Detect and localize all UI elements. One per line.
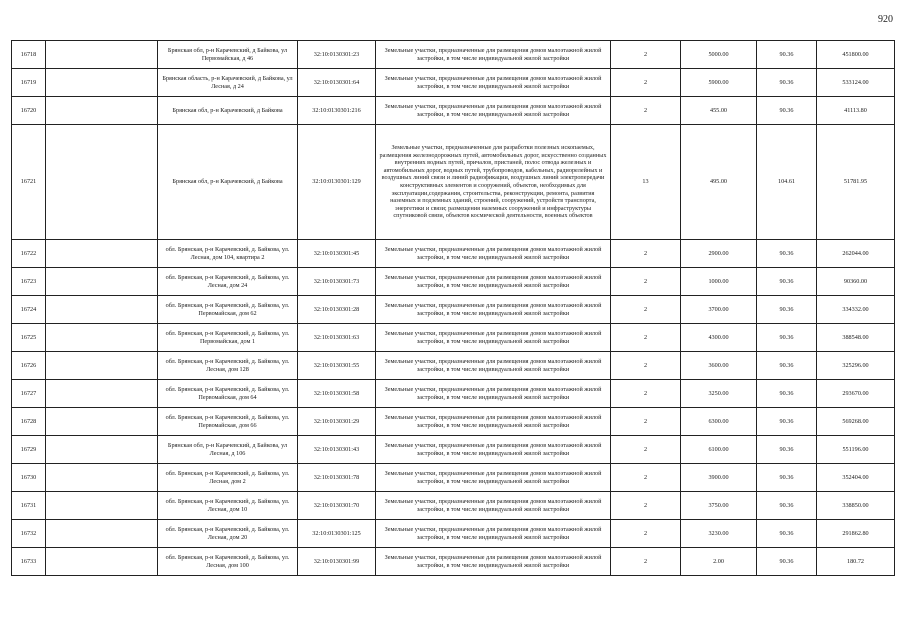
area-cell: 3700.00 (681, 296, 757, 324)
area-cell: 4300.00 (681, 324, 757, 352)
row-number-cell: 16729 (12, 436, 46, 464)
row-number-cell: 16732 (12, 520, 46, 548)
table-row (12, 125, 895, 240)
cadastral-value-cell: 325296.00 (817, 352, 895, 380)
area-cell: 1000.00 (681, 268, 757, 296)
land-use-cell: Земельные участки, предназначенные для размещения домов малоэтажной жилой застройки, в том числе индивидуальной жилой застройки (376, 436, 611, 464)
empty-cell (46, 41, 158, 69)
area-cell: 2900.00 (681, 240, 757, 268)
address-cell: Брянская обл, р-н Карачевский, д Байкова (158, 97, 298, 125)
table-row (12, 436, 895, 464)
address-cell: Брянская область, р-н Карачевский, д Байкова, ул Лесная, д 24 (158, 69, 298, 97)
row-number-cell: 16727 (12, 380, 46, 408)
empty-cell (46, 97, 158, 125)
cadastral-value-cell: 291862.80 (817, 520, 895, 548)
table-row (12, 296, 895, 324)
empty-cell (46, 520, 158, 548)
land-use-cell: Земельные участки, предназначенные для разработки полезных ископаемых, размещения железнодорожных путей, автомобильных дорог, искусственно созданных внутренних водных путей, причалов, пристаней, полос отвода железных и автомобильных дорог, водных путей, трубопроводов, кабельных, радиорелейных и воздушных линий связи и линий радиофикации, воздушных линий электропередачи конструктивных элементов и сооружений, объектов, необходимых для эксплуатации,содержания, строительства, реконструкции, ремонта, развития наземных и подземных зданий, строений, сооружений, устройств транспорта, энергетики и связи; размещения наземных сооружений и инфраструктуры спутниковой связи, объектов космической деятельности, военных объектов (376, 125, 611, 240)
area-cell: 6300.00 (681, 408, 757, 436)
row-number-cell: 16730 (12, 464, 46, 492)
address-cell: обл. Брянская, р-н Карачевский, д. Байкова, ул. Лесная, дом 100 (158, 548, 298, 576)
empty-cell (46, 380, 158, 408)
empty-cell (46, 125, 158, 240)
row-number-cell: 16719 (12, 69, 46, 97)
address-cell: Брянская обл, р-н Карачевский, д Байкова, ул Первомайская, д 46 (158, 41, 298, 69)
land-use-cell: Земельные участки, предназначенные для размещения домов малоэтажной жилой застройки, в том числе индивидуальной жилой застройки (376, 408, 611, 436)
use-group-cell: 2 (611, 380, 681, 408)
specific-value-cell: 104.61 (757, 125, 817, 240)
use-group-cell: 2 (611, 41, 681, 69)
land-use-cell: Земельные участки, предназначенные для размещения домов малоэтажной жилой застройки, в том числе индивидуальной жилой застройки (376, 492, 611, 520)
cadastral-number-cell: 32:10:0130301:216 (298, 97, 376, 125)
area-cell: 5000.00 (681, 41, 757, 69)
empty-cell (46, 492, 158, 520)
specific-value-cell: 90.36 (757, 324, 817, 352)
area-cell: 3900.00 (681, 464, 757, 492)
use-group-cell: 2 (611, 408, 681, 436)
land-use-cell: Земельные участки, предназначенные для размещения домов малоэтажной жилой застройки, в том числе индивидуальной жилой застройки (376, 352, 611, 380)
area-cell: 2.00 (681, 548, 757, 576)
cadastral-value-cell: 551196.00 (817, 436, 895, 464)
table-row (12, 464, 895, 492)
table-row (12, 548, 895, 576)
cadastral-number-cell: 32:10:0130301:58 (298, 380, 376, 408)
empty-cell (46, 408, 158, 436)
cadastral-value-cell: 569268.00 (817, 408, 895, 436)
use-group-cell: 2 (611, 520, 681, 548)
cadastral-number-cell: 32:10:0130301:29 (298, 408, 376, 436)
cadastral-value-cell: 533124.00 (817, 69, 895, 97)
use-group-cell: 2 (611, 69, 681, 97)
address-cell: обл. Брянская, р-н Карачевский, д. Байкова, ул. Первомайская, дом 64 (158, 380, 298, 408)
cadastral-number-cell: 32:10:0130301:125 (298, 520, 376, 548)
specific-value-cell: 90.36 (757, 492, 817, 520)
address-cell: обл. Брянская, р-н Карачевский, д. Байкова, ул. Лесная, дом 10 (158, 492, 298, 520)
cadastral-number-cell: 32:10:0130301:55 (298, 352, 376, 380)
page-number: 920 (878, 14, 893, 25)
land-use-cell: Земельные участки, предназначенные для размещения домов малоэтажной жилой застройки, в том числе индивидуальной жилой застройки (376, 380, 611, 408)
empty-cell (46, 464, 158, 492)
area-cell: 3600.00 (681, 352, 757, 380)
cadastral-number-cell: 32:10:0130301:73 (298, 268, 376, 296)
table-row (12, 492, 895, 520)
cadastral-value-cell: 293670.00 (817, 380, 895, 408)
land-registry-table (11, 40, 895, 576)
land-use-cell: Земельные участки, предназначенные для размещения домов малоэтажной жилой застройки, в том числе индивидуальной жилой застройки (376, 97, 611, 125)
address-cell: обл. Брянская, р-н Карачевский, д. Байкова, ул. Лесная, дом 24 (158, 268, 298, 296)
empty-cell (46, 268, 158, 296)
cadastral-number-cell: 32:10:0130301:28 (298, 296, 376, 324)
use-group-cell: 2 (611, 464, 681, 492)
cadastral-value-cell: 334332.00 (817, 296, 895, 324)
land-use-cell: Земельные участки, предназначенные для размещения домов малоэтажной жилой застройки, в том числе индивидуальной жилой застройки (376, 296, 611, 324)
table-row (12, 380, 895, 408)
cadastral-value-cell: 262044.00 (817, 240, 895, 268)
empty-cell (46, 240, 158, 268)
specific-value-cell: 90.36 (757, 548, 817, 576)
specific-value-cell: 90.36 (757, 240, 817, 268)
row-number-cell: 16724 (12, 296, 46, 324)
area-cell: 495.00 (681, 125, 757, 240)
address-cell: обл. Брянская, р-н Карачевский, д. Байкова, ул. Первомайская, дом 1 (158, 324, 298, 352)
cadastral-number-cell: 32:10:0130301:64 (298, 69, 376, 97)
specific-value-cell: 90.36 (757, 69, 817, 97)
specific-value-cell: 90.36 (757, 464, 817, 492)
address-cell: обл. Брянская, р-н Карачевский, д. Байкова, ул. Лесная, дом 20 (158, 520, 298, 548)
land-use-cell: Земельные участки, предназначенные для размещения домов малоэтажной жилой застройки, в том числе индивидуальной жилой застройки (376, 324, 611, 352)
area-cell: 3230.00 (681, 520, 757, 548)
cadastral-number-cell: 32:10:0130301:45 (298, 240, 376, 268)
address-cell: обл. Брянская, р-н Карачевский, д. Байкова, ул. Лесная, дом 128 (158, 352, 298, 380)
row-number-cell: 16718 (12, 41, 46, 69)
row-number-cell: 16728 (12, 408, 46, 436)
table-row (12, 408, 895, 436)
cadastral-number-cell: 32:10:0130301:63 (298, 324, 376, 352)
table-row (12, 324, 895, 352)
address-cell: обл. Брянская, р-н Карачевский, д. Байкова, ул. Первомайская, дом 62 (158, 296, 298, 324)
area-cell: 6100.00 (681, 436, 757, 464)
address-cell: Брянская обл, р-н Карачевский, д Байкова, ул Лесная, д 106 (158, 436, 298, 464)
table-row (12, 352, 895, 380)
specific-value-cell: 90.36 (757, 296, 817, 324)
specific-value-cell: 90.36 (757, 41, 817, 69)
land-use-cell: Земельные участки, предназначенные для размещения домов малоэтажной жилой застройки, в том числе индивидуальной жилой застройки (376, 548, 611, 576)
empty-cell (46, 548, 158, 576)
row-number-cell: 16726 (12, 352, 46, 380)
specific-value-cell: 90.36 (757, 436, 817, 464)
row-number-cell: 16721 (12, 125, 46, 240)
empty-cell (46, 324, 158, 352)
land-use-cell: Земельные участки, предназначенные для размещения домов малоэтажной жилой застройки, в том числе индивидуальной жилой застройки (376, 464, 611, 492)
area-cell: 3750.00 (681, 492, 757, 520)
specific-value-cell: 90.36 (757, 352, 817, 380)
use-group-cell: 13 (611, 125, 681, 240)
use-group-cell: 2 (611, 97, 681, 125)
use-group-cell: 2 (611, 352, 681, 380)
land-use-cell: Земельные участки, предназначенные для размещения домов малоэтажной жилой застройки, в том числе индивидуальной жилой застройки (376, 268, 611, 296)
specific-value-cell: 90.36 (757, 520, 817, 548)
use-group-cell: 2 (611, 324, 681, 352)
specific-value-cell: 90.36 (757, 268, 817, 296)
empty-cell (46, 69, 158, 97)
land-use-cell: Земельные участки, предназначенные для размещения домов малоэтажной жилой застройки, в том числе индивидуальной жилой застройки (376, 520, 611, 548)
row-number-cell: 16731 (12, 492, 46, 520)
table-row (12, 69, 895, 97)
empty-cell (46, 296, 158, 324)
row-number-cell: 16723 (12, 268, 46, 296)
table-row (12, 240, 895, 268)
cadastral-value-cell: 41113.80 (817, 97, 895, 125)
use-group-cell: 2 (611, 436, 681, 464)
cadastral-value-cell: 451800.00 (817, 41, 895, 69)
cadastral-number-cell: 32:10:0130301:70 (298, 492, 376, 520)
use-group-cell: 2 (611, 296, 681, 324)
address-cell: обл. Брянская, р-н Карачевский, д. Байкова, ул. Первомайская, дом 66 (158, 408, 298, 436)
address-cell: обл. Брянская, р-н Карачевский, д. Байкова, ул. Лесная, дом 2 (158, 464, 298, 492)
row-number-cell: 16725 (12, 324, 46, 352)
use-group-cell: 2 (611, 492, 681, 520)
table-row (12, 41, 895, 69)
table-row (12, 520, 895, 548)
cadastral-value-cell: 338850.00 (817, 492, 895, 520)
empty-cell (46, 436, 158, 464)
cadastral-value-cell: 180.72 (817, 548, 895, 576)
table-body (12, 41, 895, 576)
empty-cell (46, 352, 158, 380)
specific-value-cell: 90.36 (757, 380, 817, 408)
area-cell: 3250.00 (681, 380, 757, 408)
address-cell: обл. Брянская, р-н Карачевский, д. Байкова, ул. Лесная, дом 104, квартира 2 (158, 240, 298, 268)
area-cell: 455.00 (681, 97, 757, 125)
row-number-cell: 16733 (12, 548, 46, 576)
land-use-cell: Земельные участки, предназначенные для размещения домов малоэтажной жилой застройки, в том числе индивидуальной жилой застройки (376, 240, 611, 268)
table-row (12, 268, 895, 296)
cadastral-number-cell: 32:10:0130301:23 (298, 41, 376, 69)
row-number-cell: 16722 (12, 240, 46, 268)
cadastral-value-cell: 352404.00 (817, 464, 895, 492)
cadastral-value-cell: 388548.00 (817, 324, 895, 352)
specific-value-cell: 90.36 (757, 97, 817, 125)
cadastral-number-cell: 32:10:0130301:78 (298, 464, 376, 492)
cadastral-value-cell: 51781.95 (817, 125, 895, 240)
use-group-cell: 2 (611, 240, 681, 268)
address-cell: Брянская обл, р-н Карачевский, д Байкова (158, 125, 298, 240)
land-use-cell: Земельные участки, предназначенные для размещения домов малоэтажной жилой застройки, в том числе индивидуальной жилой застройки (376, 41, 611, 69)
specific-value-cell: 90.36 (757, 408, 817, 436)
cadastral-number-cell: 32:10:0130301:129 (298, 125, 376, 240)
land-use-cell: Земельные участки, предназначенные для размещения домов малоэтажной жилой застройки, в том числе индивидуальной жилой застройки (376, 69, 611, 97)
table-row (12, 97, 895, 125)
cadastral-number-cell: 32:10:0130301:43 (298, 436, 376, 464)
cadastral-number-cell: 32:10:0130301:99 (298, 548, 376, 576)
cadastral-value-cell: 90360.00 (817, 268, 895, 296)
use-group-cell: 2 (611, 268, 681, 296)
area-cell: 5900.00 (681, 69, 757, 97)
use-group-cell: 2 (611, 548, 681, 576)
row-number-cell: 16720 (12, 97, 46, 125)
